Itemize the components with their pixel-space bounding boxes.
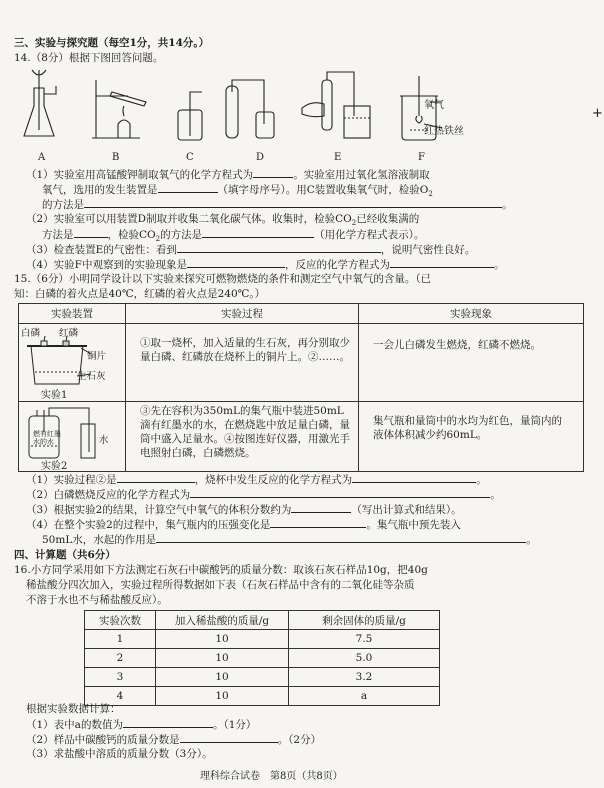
table-cell: 4 — [85, 687, 156, 706]
blank[interactable] — [180, 732, 278, 743]
q16-intro-2: 稀盐酸分四次加入，实验过程所得数据如下表（石灰石样品中含有的二氧化硅等杂质 — [26, 579, 415, 591]
blank[interactable] — [253, 167, 293, 178]
q14-p1-line2: 氧气，选用的发生装置是 （填字母序号）。用C装置收集氧气时，检验$O_2$ — [42, 184, 433, 199]
section4-title: 四、计算题（共6分） — [14, 549, 116, 561]
exp1-label-copper: 铜片 — [87, 351, 107, 362]
table-cell: a — [289, 687, 440, 706]
exp2-result: 集气瓶和量筒中的水均为红色，量筒内的液体体积减少约60mL。 — [359, 402, 584, 472]
table-header: 剩余固体的质量/g — [289, 611, 440, 630]
q14-p1-line1: （1）实验室用高锰酸钾制取氧气的化学方程式为 。实验室用过氧化氢溶液制取 — [26, 169, 430, 181]
q14-p2-line1: （2）实验室可以用装置D制取并收集二氧化碳气体。收集时，检验$CO_2$已经收集满的 — [26, 213, 420, 228]
q15-p3: （3）根据实验2的结果，计算空气中氧气的体积分数约为 （写出计算式和结果）。 — [26, 504, 462, 516]
table-header: 实验次数 — [85, 611, 156, 630]
q15-intro-1: 15.（6分）小明同学设计以下实验来探究可燃物燃烧的条件和测定空气中氧气的含量。（已 — [14, 273, 432, 285]
exp1-label-red-phosphorus: 红磷 — [59, 328, 79, 339]
exp1-apparatus — [19, 324, 126, 402]
table-cell: 1 — [85, 630, 156, 649]
q16-data-table — [84, 610, 440, 706]
exp2-process: ③先在容积为350mL的集气瓶中装进50mL滴有红墨水的水，在燃烧匙中放足量白磷，量筒中盛入足量水。④按图连好仪器，用激光手电照射白磷，白磷燃烧。 — [126, 402, 359, 472]
blank[interactable] — [74, 227, 108, 238]
q14-apparatus-figure — [20, 66, 490, 150]
f-label-iron-wire: 红热铁丝 — [424, 126, 464, 137]
table-row — [85, 630, 440, 649]
exp2-label-water: 水 — [99, 435, 109, 446]
q16-calc-heading: 根据实验数据计算： — [26, 703, 121, 715]
q14-p2-line2: 方法是 ，检验$CO_2$的方法是 （用化学方程式表示）。 — [42, 229, 425, 244]
table-header: 加入稀盐酸的质量/g — [156, 611, 289, 630]
q16-q2: （2）样品中碳酸钙的质量分数是 。（2分） — [26, 734, 322, 746]
fig-label-f: F — [418, 152, 425, 163]
q14-p3: （3）检查装置E的气密性：看到 ，说明气密性良好。 — [26, 244, 476, 256]
fig-label-d: D — [256, 152, 265, 163]
table-header: 实验装置 — [19, 304, 126, 324]
exp2-name: 实验2 — [41, 461, 68, 472]
table-header: 实验现象 — [359, 304, 584, 324]
q16-q3: （3）求盐酸中溶质的质量分数（3分）。 — [26, 748, 213, 760]
q14-p1-line3: 的方法是 。 — [42, 199, 513, 211]
margin-mark: + — [592, 106, 603, 121]
table-row — [85, 668, 440, 687]
section3-title: 三、实验与探究题（每空1分，共14分。） — [14, 37, 210, 49]
fig-label-a: A — [38, 152, 46, 163]
fig-label-c: C — [186, 152, 194, 163]
blank[interactable] — [123, 717, 213, 728]
q16-intro-1: 16.小方同学采用如下方法测定石灰石中碳酸钙的质量分数：取该石灰石样品10g，把40g — [14, 564, 428, 576]
table-cell: 3.2 — [289, 668, 440, 687]
blank[interactable] — [291, 502, 351, 513]
blank[interactable] — [177, 242, 381, 253]
q15-p4-line2: 50mL水，水起的作用是 。 — [42, 534, 537, 546]
q15-p4-line1: （4）在整个实验2的过程中，集气瓶内的压强变化是 。集气瓶中预先装入 — [26, 519, 461, 531]
table-cell: 10 — [156, 687, 289, 706]
q15-p2: （2）白磷燃烧反应的化学方程式为 。 — [26, 489, 501, 501]
table-cell: 10 — [156, 630, 289, 649]
blank[interactable] — [158, 182, 218, 193]
blank[interactable] — [270, 517, 366, 528]
table-cell: 10 — [156, 668, 289, 687]
exp1-name: 实验1 — [41, 390, 68, 401]
q15-experiment-table — [18, 303, 584, 472]
blank[interactable] — [390, 257, 494, 268]
fig-label-e: E — [334, 152, 342, 163]
q15-p1: （1）实验过程②是 ，烧杯中发生反应的化学方程式为 。 — [26, 474, 487, 486]
table-cell: 5.0 — [289, 649, 440, 668]
exp2-label-bottle: 燃有红墨水的水 — [33, 430, 61, 446]
table-cell: 7.5 — [289, 630, 440, 649]
q14-p4: （4）实验F中观察到的实验现象是 ，反应的化学方程式为 。 — [26, 259, 505, 271]
blank[interactable] — [190, 487, 490, 498]
blank[interactable] — [117, 472, 195, 483]
exp1-label-white-phosphorus: 白磷 — [21, 328, 41, 339]
q16-q1: （1）表中a的数值为 。（1分） — [26, 719, 257, 731]
q15-intro-2: 知：白磷的着火点是40℃，红磷的着火点是240℃。） — [14, 288, 266, 300]
blank[interactable] — [352, 472, 476, 483]
table-cell: 3 — [85, 668, 156, 687]
blank[interactable] — [202, 227, 314, 238]
exp2-apparatus — [19, 402, 126, 472]
blank[interactable] — [187, 257, 285, 268]
page-footer: 理科综合试卷 第8页（共8页） — [200, 771, 343, 782]
blank[interactable] — [84, 197, 502, 208]
f-label-oxygen: 氧气 — [424, 100, 444, 111]
q14-intro: 14.（8分）根据下图回答问题。 — [14, 52, 164, 64]
fig-label-b: B — [112, 152, 120, 163]
q16-intro-3: 不溶于水也不与稀盐酸反应）。 — [26, 594, 168, 606]
blank[interactable] — [156, 532, 526, 543]
exp1-label-lime: 生石灰 — [77, 371, 106, 382]
exp1-process: ①取一烧杯，加入适量的生石灰，再分别取少量白磷、红磷放在烧杯上的铜片上。②……。 — [126, 324, 359, 402]
table-cell: 10 — [156, 649, 289, 668]
exp1-result: 一会儿白磷发生燃烧，红磷不燃烧。 — [359, 324, 584, 402]
table-cell: 2 — [85, 649, 156, 668]
table-row — [85, 649, 440, 668]
table-row — [85, 687, 440, 706]
table-header: 实验过程 — [126, 304, 359, 324]
